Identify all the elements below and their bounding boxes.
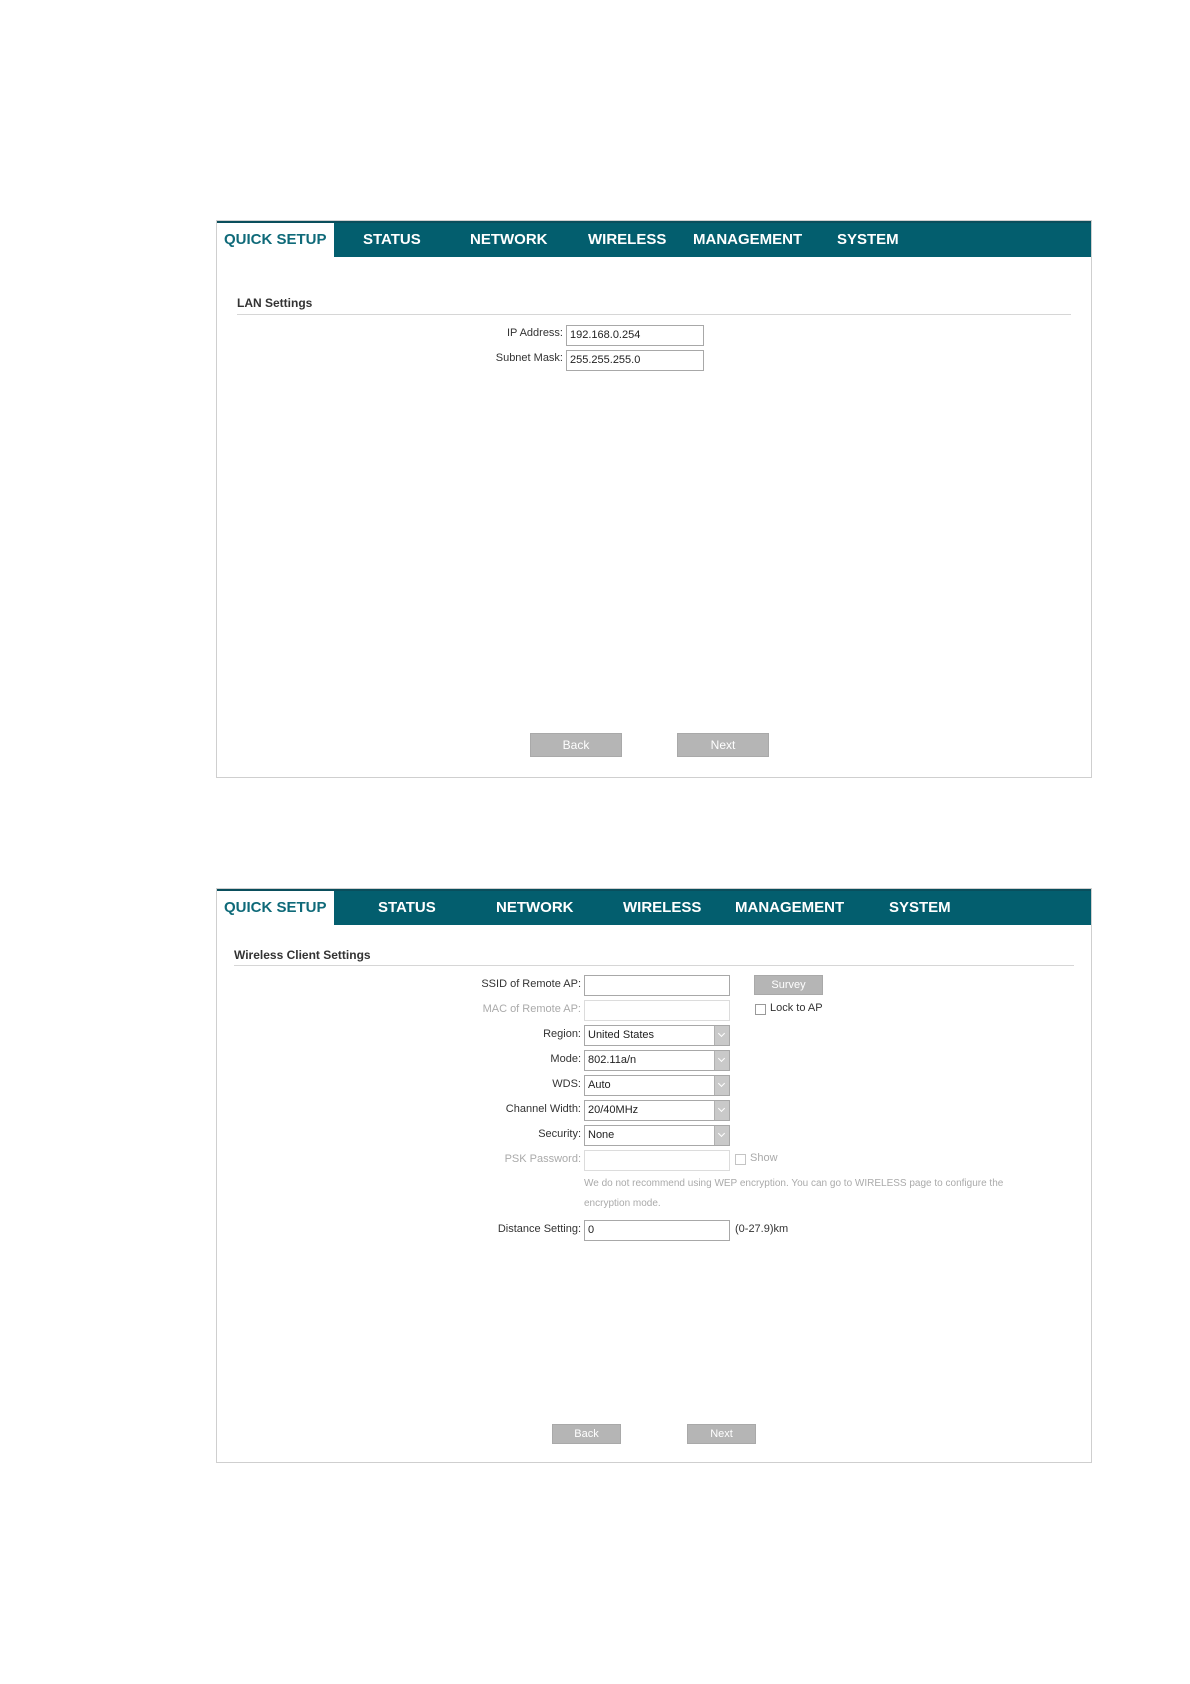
region-value: United States [588, 1029, 655, 1041]
ssid-label: SSID of Remote AP: [481, 978, 581, 990]
section-title: LAN Settings [237, 296, 313, 310]
region-select[interactable] [584, 1025, 730, 1046]
tab-network[interactable]: NETWORK [470, 231, 548, 248]
tab-quick-setup[interactable]: QUICK SETUP [217, 891, 334, 925]
lock-to-ap-label: Lock to AP [770, 1002, 823, 1014]
tab-system[interactable]: SYSTEM [837, 231, 899, 248]
wds-value: Auto [588, 1079, 611, 1091]
channel-width-label: Channel Width: [505, 1103, 581, 1115]
chevron-down-icon [714, 1126, 729, 1145]
psk-password-input[interactable] [584, 1150, 730, 1171]
survey-button[interactable]: Survey [754, 975, 823, 995]
distance-setting-label: Distance Setting: [497, 1223, 581, 1235]
mode-value: 802.11a/n [588, 1054, 637, 1066]
section-divider [237, 314, 1071, 315]
wds-label: WDS: [552, 1078, 581, 1090]
psk-password-label: PSK Password: [504, 1153, 581, 1165]
chevron-down-icon [714, 1026, 729, 1045]
tab-status[interactable]: STATUS [363, 231, 421, 248]
tab-wireless[interactable]: WIRELESS [588, 231, 667, 248]
subnet-mask-input[interactable]: 255.255.255.0 [566, 350, 704, 371]
lan-settings-panel [216, 220, 1092, 778]
tab-status[interactable]: STATUS [378, 899, 436, 916]
wep-warning-note-continued: encryption mode. [584, 1198, 661, 1209]
show-password-label: Show [750, 1152, 778, 1164]
wep-warning-note: We do not recommend using WEP encryption. You can go to WIRELESS page to configure the [584, 1178, 1004, 1189]
back-button[interactable]: Back [530, 733, 622, 757]
tab-management[interactable]: MANAGEMENT [735, 899, 845, 916]
section-title: Wireless Client Settings [234, 948, 371, 962]
chevron-down-icon [714, 1076, 729, 1095]
security-value: None [588, 1129, 615, 1141]
security-label: Security: [538, 1128, 581, 1140]
wds-select[interactable] [584, 1075, 730, 1096]
mac-input[interactable] [584, 1000, 730, 1021]
ip-address-input[interactable]: 192.168.0.254 [566, 325, 704, 346]
ip-address-label: IP Address: [506, 327, 563, 339]
region-label: Region: [543, 1028, 581, 1040]
distance-setting-input[interactable]: 0 [584, 1220, 730, 1241]
distance-range-hint: (0-27.9)km [735, 1223, 789, 1235]
wireless-client-settings-panel [216, 888, 1092, 1463]
mode-label: Mode: [550, 1053, 581, 1065]
subnet-mask-label: Subnet Mask: [495, 352, 563, 364]
mac-label: MAC of Remote AP: [482, 1003, 581, 1015]
chevron-down-icon [714, 1101, 729, 1120]
section-divider [234, 965, 1074, 966]
nav-bar [217, 889, 1091, 925]
nav-bar [217, 221, 1091, 257]
next-button[interactable]: Next [687, 1424, 756, 1444]
tab-network[interactable]: NETWORK [496, 899, 574, 916]
mode-select[interactable] [584, 1050, 730, 1071]
tab-management[interactable]: MANAGEMENT [693, 231, 803, 248]
channel-width-value: 20/40MHz [588, 1104, 639, 1116]
lock-to-ap-checkbox[interactable] [755, 1004, 766, 1015]
ssid-input[interactable] [584, 975, 730, 996]
security-select[interactable] [584, 1125, 730, 1146]
show-password-checkbox[interactable] [735, 1154, 746, 1165]
chevron-down-icon [714, 1051, 729, 1070]
channel-width-select[interactable] [584, 1100, 730, 1121]
tab-wireless[interactable]: WIRELESS [623, 899, 702, 916]
back-button[interactable]: Back [552, 1424, 621, 1444]
tab-quick-setup[interactable]: QUICK SETUP [217, 223, 334, 257]
tab-system[interactable]: SYSTEM [889, 899, 951, 916]
next-button[interactable]: Next [677, 733, 769, 757]
